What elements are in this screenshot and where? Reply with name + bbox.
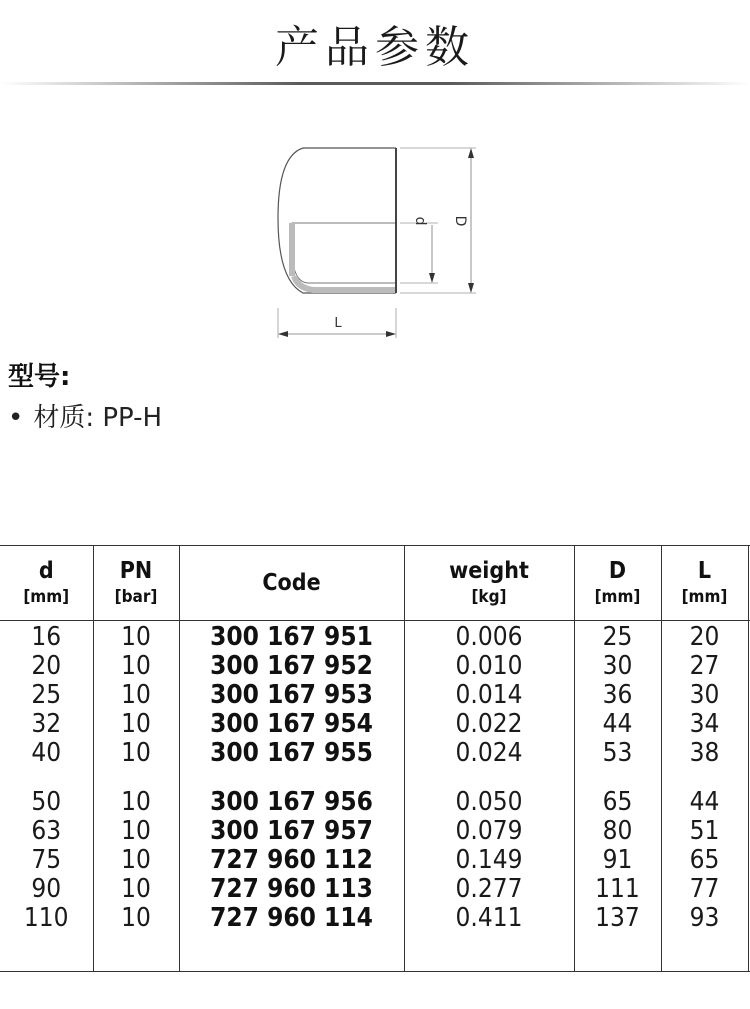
D-value: 65 <box>602 787 633 817</box>
bullet: • <box>8 403 24 433</box>
weight-value: 0.149 <box>455 845 523 875</box>
L-value: 77 <box>689 874 720 904</box>
L-value: 51 <box>689 816 720 846</box>
L-cell <box>661 621 748 769</box>
pn-value: 10 <box>121 903 151 933</box>
L-value: 93 <box>689 903 720 933</box>
material-text: 材质: PP-H <box>33 403 163 433</box>
code-cell <box>179 768 404 972</box>
pn-value: 10 <box>121 787 151 817</box>
pn-value: 10 <box>121 680 151 710</box>
col-header-d: d [mm] <box>0 546 93 621</box>
D-value: 53 <box>602 738 633 768</box>
dim-L-label: L <box>334 316 342 331</box>
col-header-pn: PN [bar] <box>93 546 179 621</box>
col-header-L: L [mm] <box>661 546 748 621</box>
weight-value: 0.411 <box>455 903 523 933</box>
d-value: 40 <box>31 738 62 768</box>
L-value: 38 <box>689 738 720 768</box>
d-value: 63 <box>31 816 62 846</box>
L-value: 27 <box>689 651 720 681</box>
L-cell <box>661 768 748 972</box>
L-value: 65 <box>689 845 720 875</box>
pn-value: 10 <box>121 874 151 904</box>
pn-value: 10 <box>121 622 151 652</box>
page-title: 产品参数 <box>275 22 475 73</box>
L-value: 20 <box>689 622 720 652</box>
dim-d-label: d <box>412 216 428 226</box>
d-value: 110 <box>23 903 69 933</box>
code-value: 727 960 114 <box>210 903 373 933</box>
d-cell <box>0 621 93 769</box>
dim-D-label: D <box>452 215 468 227</box>
L-value: 34 <box>689 709 720 739</box>
col-header-code: Code <box>179 546 404 621</box>
D-value: 91 <box>602 845 633 875</box>
weight-value: 0.050 <box>455 787 523 817</box>
code-value: 300 167 954 <box>210 709 373 739</box>
title-divider <box>0 82 750 85</box>
code-value: 300 167 953 <box>210 680 373 710</box>
table-row-group-1 <box>0 621 750 769</box>
D-value: 80 <box>602 816 633 846</box>
pn-value: 10 <box>121 816 151 846</box>
D-cell <box>574 621 661 769</box>
d-value: 75 <box>31 845 62 875</box>
table-row-group-2 <box>0 768 750 972</box>
weight-cell <box>404 621 574 769</box>
spec-table-wrapper <box>0 545 750 972</box>
L-value: 44 <box>689 787 720 817</box>
D-cell <box>574 768 661 972</box>
spec-table <box>0 545 750 972</box>
D-value: 36 <box>602 680 633 710</box>
code-value: 300 167 957 <box>210 816 373 846</box>
L-value: 30 <box>689 680 720 710</box>
d-value: 90 <box>31 874 62 904</box>
d-value: 16 <box>31 622 62 652</box>
weight-value: 0.006 <box>455 622 523 652</box>
d-value: 50 <box>31 787 62 817</box>
D-value: 111 <box>595 874 640 904</box>
pn-value: 10 <box>121 651 151 681</box>
code-value: 727 960 112 <box>210 845 373 875</box>
D-value: 30 <box>602 651 633 681</box>
weight-value: 0.022 <box>455 709 523 739</box>
D-value: 44 <box>602 709 633 739</box>
model-label: 型号: <box>8 362 71 392</box>
d-cell <box>0 768 93 972</box>
weight-cell <box>404 768 574 972</box>
code-value: 300 167 951 <box>210 622 373 652</box>
D-value: 25 <box>602 622 633 652</box>
code-value: 300 167 955 <box>210 738 373 768</box>
pn-cell <box>93 621 179 769</box>
weight-value: 0.014 <box>455 680 523 710</box>
d-value: 25 <box>31 680 62 710</box>
pn-value: 10 <box>121 738 151 768</box>
pn-value: 10 <box>121 709 151 739</box>
code-value: 727 960 113 <box>210 874 373 904</box>
pn-cell <box>93 768 179 972</box>
material-line <box>8 397 162 434</box>
weight-value: 0.024 <box>455 738 523 768</box>
table-header-row <box>0 546 750 621</box>
col-header-weight: weight [kg] <box>404 546 574 621</box>
weight-value: 0.277 <box>455 874 523 904</box>
col-header-D: D [mm] <box>574 546 661 621</box>
d-value: 32 <box>31 709 62 739</box>
code-value: 300 167 952 <box>210 651 373 681</box>
end-cap-drawing <box>268 138 488 343</box>
code-value: 300 167 956 <box>210 787 373 817</box>
D-value: 137 <box>595 903 640 933</box>
code-cell <box>179 621 404 769</box>
weight-value: 0.010 <box>455 651 523 681</box>
d-value: 20 <box>31 651 62 681</box>
weight-value: 0.079 <box>455 816 523 846</box>
pn-value: 10 <box>121 845 151 875</box>
